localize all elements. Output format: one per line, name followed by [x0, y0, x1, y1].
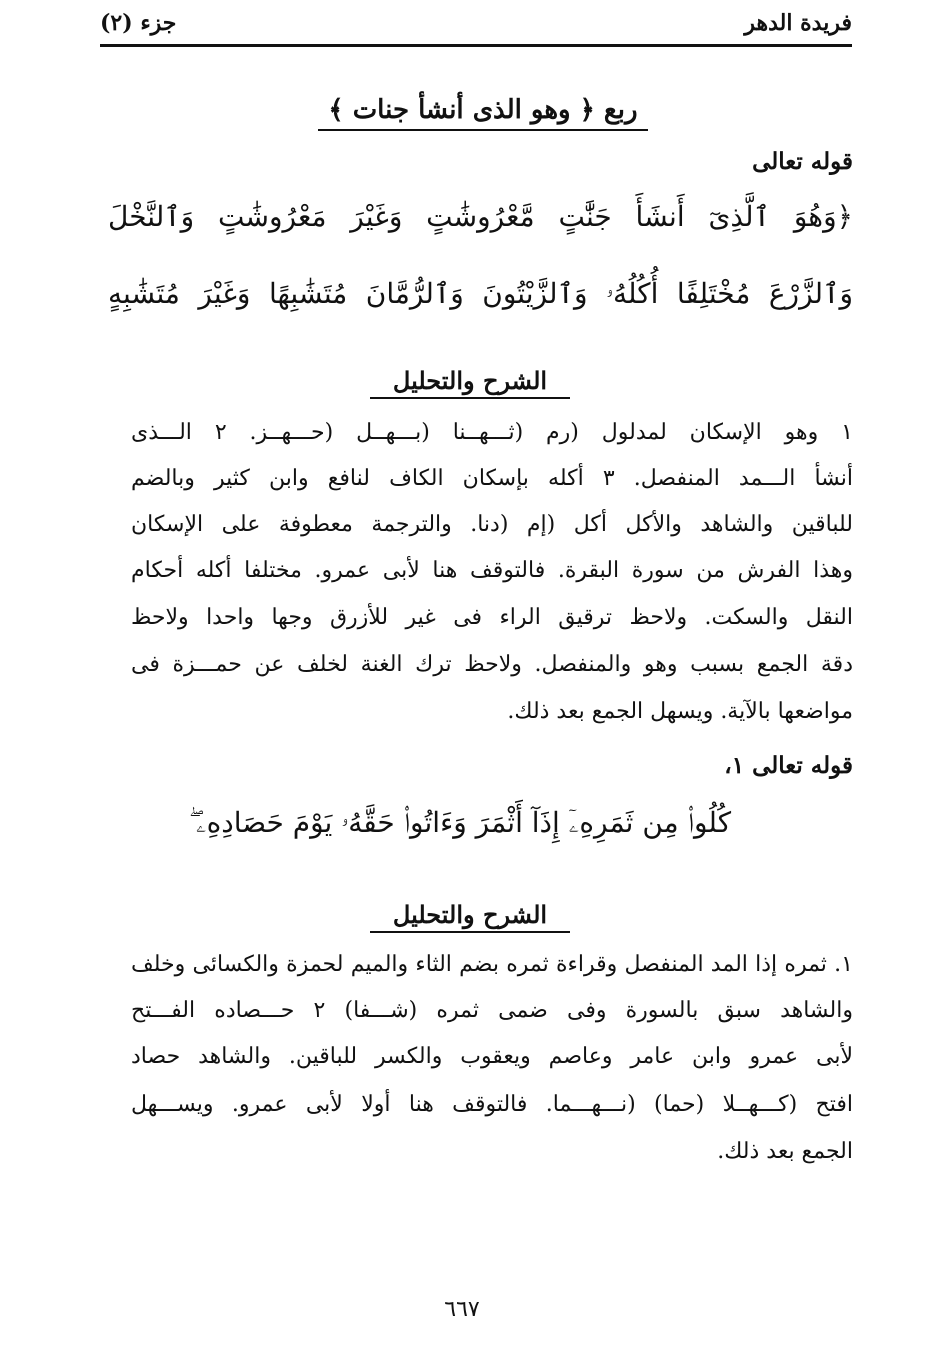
- commentary-line: مواضعها بالآية. ويسهل الجمع بعد ذلك.: [507, 699, 853, 724]
- part-label: جزء (٢): [100, 10, 177, 36]
- running-header: [100, 8, 852, 42]
- commentary-line: أنشأ الـــمد المنفصل. ٣ أكله بإسكان الكاف لنافع وابن كثير وبالضم: [131, 466, 854, 491]
- commentary-line: للباقين والشاهد والأكل أكل (إم (دنا. والترجمة معطوفة على الإسكان: [131, 512, 853, 537]
- verse-intro-label: قوله تعالى: [752, 148, 853, 175]
- commentary-line: ١. ثمره إذا المد المنفصل وقراءة ثمره بضم الثاء والميم لحمزة والكسائى وخلف: [131, 952, 853, 977]
- commentary-line: والشاهد سبق بالسورة وفى ضمى ثمره (شـــفا) ٢ حـــصاده الفـــتح: [131, 998, 853, 1023]
- verse-intro-label: قوله تعالى ١،: [724, 752, 853, 779]
- commentary-heading: الشرح والتحليل: [370, 900, 570, 933]
- commentary-line: دقة الجمع بسبب وهو والمنفصل. ولاحظ ترك الغنة لخلف عن حمـــزة فى: [131, 652, 853, 677]
- quran-verse-line: ﴿وَهُوَ ٱلَّذِىٓ أَنشَأَ جَنَّٰتٍ مَّعْرُوشَٰتٍ وَغَيْرَ مَعْرُوشَٰتٍ وَٱلنَّخْلَ: [108, 200, 853, 233]
- commentary-line: لأبى عمرو وابن عامر وعاصم ويعقوب والكسر للباقين. والشاهد حصاد: [131, 1044, 853, 1069]
- header-rule: [100, 44, 852, 47]
- page-number: ٦٦٧: [444, 1297, 480, 1322]
- commentary-line: ١ وهو الإسكان لمدلول (رم (ثـــهــنا (بـــهــل (حـــهــز. ٢ الـــذى: [131, 420, 853, 445]
- section-heading: ربع ﴿ وهو الذى أنشأ جنات ﴾: [318, 95, 648, 131]
- commentary-line: النقل والسكت. ولاحظ ترقيق الراء فى غير للأزرق وجها واحدا ولاحظ: [131, 605, 853, 630]
- commentary-line: افتح (كـــهــلا (حما) (نـــهـــما. فالتوقف هنا أولا لأبى عمرو. ويســـهل: [131, 1092, 853, 1117]
- commentary-line: وهذا الفرش من سورة البقرة. فالتوقف هنا لأبى عمرو. مختلفا أكله أحكام: [131, 558, 853, 583]
- book-title: فريدة الدهر: [744, 10, 852, 36]
- commentary-line: الجمع بعد ذلك.: [717, 1139, 853, 1164]
- commentary-heading: الشرح والتحليل: [370, 366, 570, 399]
- quran-verse-line: كُلُوا۟ مِن ثَمَرِهِۦٓ إِذَآ أَثْمَرَ وَءَاتُوا۟ حَقَّهُۥ يَوْمَ حَصَادِهِۦ ۖ: [188, 806, 732, 839]
- quran-verse-line: وَٱلزَّرْعَ مُخْتَلِفًا أُكُلُهُۥ وَٱلزَّيْتُونَ وَٱلرُّمَّانَ مُتَشَٰبِهًا وَغَيْرَ مُتَشَٰبِهٍ: [108, 277, 853, 310]
